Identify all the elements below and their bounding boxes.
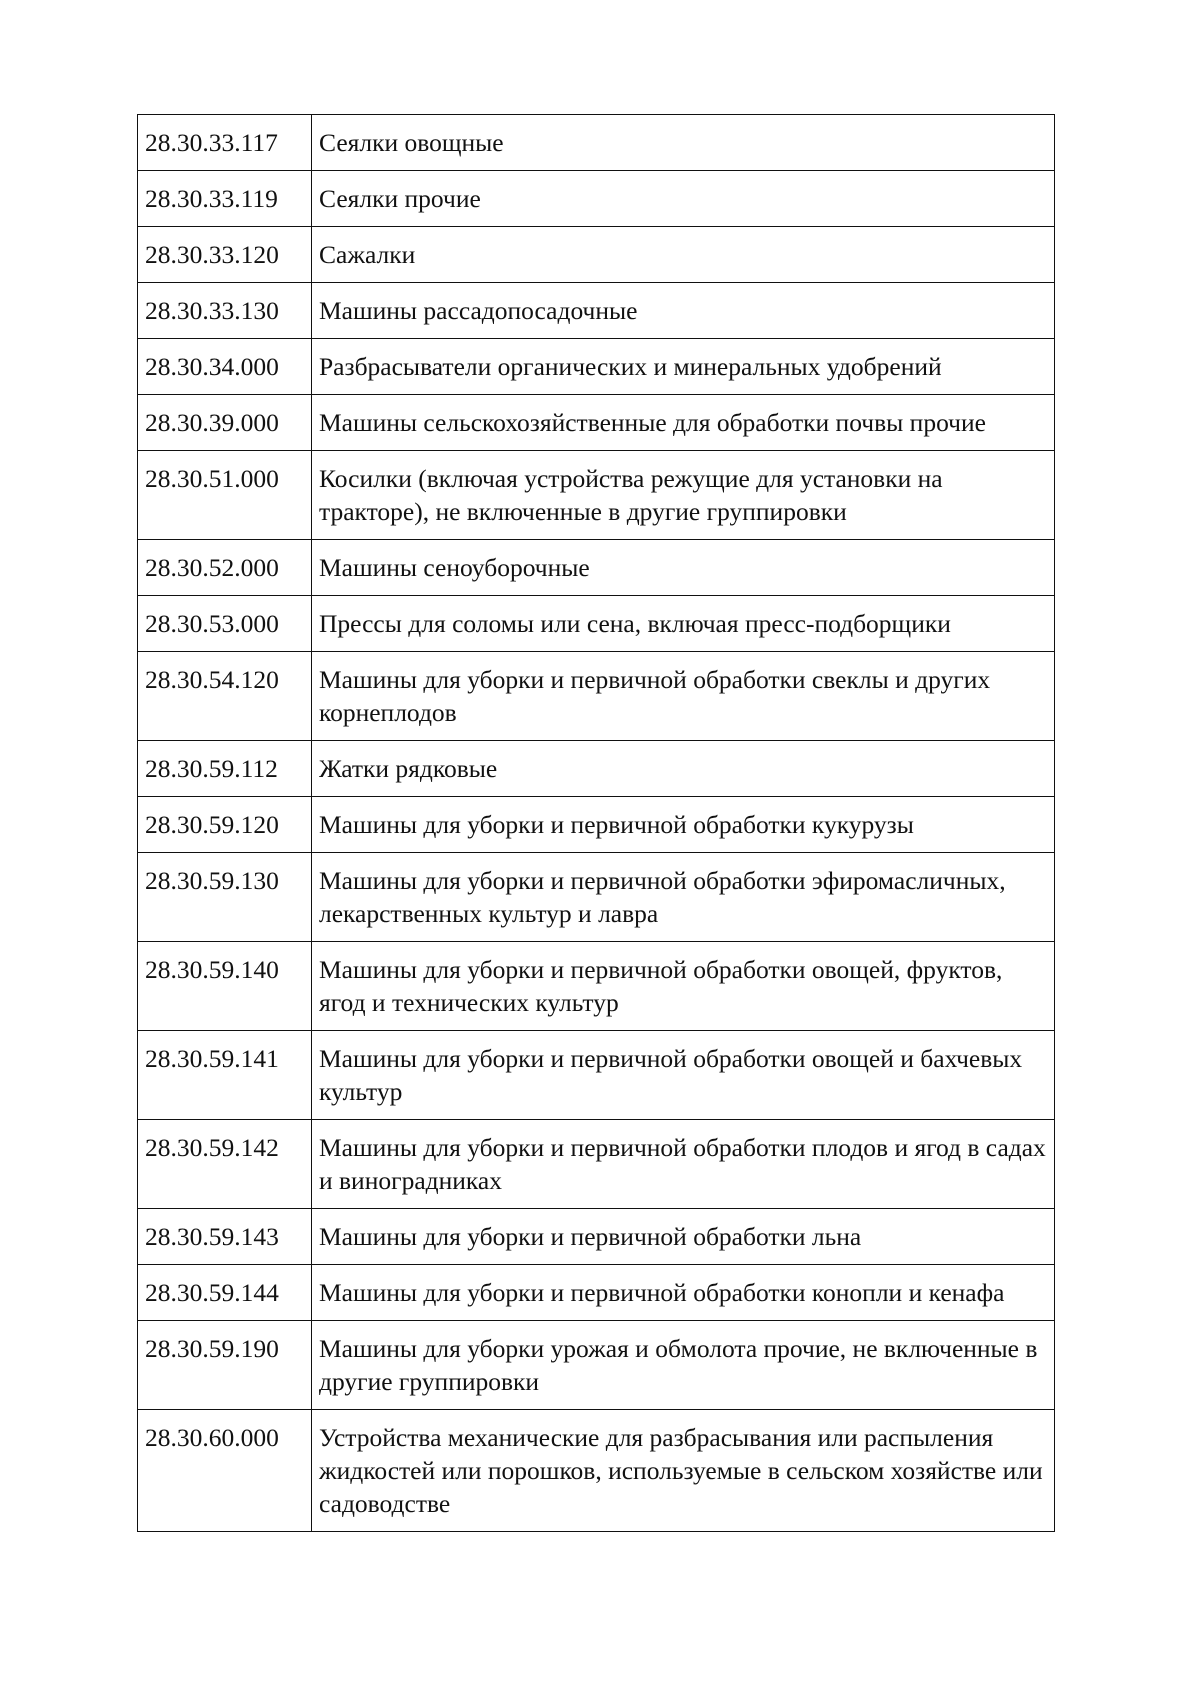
code-cell: 28.30.33.120 <box>138 227 312 283</box>
code-cell: 28.30.54.120 <box>138 652 312 741</box>
code-cell: 28.30.33.119 <box>138 171 312 227</box>
name-cell: Разбрасыватели органических и минеральных удобрений <box>312 339 1055 395</box>
table-body <box>138 115 1055 1532</box>
table-row <box>138 540 1055 596</box>
table-row <box>138 1410 1055 1532</box>
table-row <box>138 741 1055 797</box>
table-row <box>138 1265 1055 1321</box>
name-cell: Машины для уборки и первичной обработки овощей, фруктов, ягод и технических культур <box>312 942 1055 1031</box>
table-row <box>138 115 1055 171</box>
code-cell: 28.30.59.144 <box>138 1265 312 1321</box>
code-cell: 28.30.34.000 <box>138 339 312 395</box>
code-cell: 28.30.59.120 <box>138 797 312 853</box>
name-cell: Косилки (включая устройства режущие для установки на тракторе), не включенные в другие группировки <box>312 451 1055 540</box>
code-cell: 28.30.60.000 <box>138 1410 312 1532</box>
name-cell: Устройства механические для разбрасывания или распыления жидкостей или порошков, используемые в сельском хозяйстве или садоводстве <box>312 1410 1055 1532</box>
name-cell: Машины для уборки и первичной обработки конопли и кенафа <box>312 1265 1055 1321</box>
table-row <box>138 1120 1055 1209</box>
code-cell: 28.30.59.141 <box>138 1031 312 1120</box>
name-cell: Прессы для соломы или сена, включая пресс-подборщики <box>312 596 1055 652</box>
code-cell: 28.30.59.130 <box>138 853 312 942</box>
code-cell: 28.30.33.130 <box>138 283 312 339</box>
table-row <box>138 1321 1055 1410</box>
table-row <box>138 596 1055 652</box>
code-cell: 28.30.52.000 <box>138 540 312 596</box>
table-row <box>138 942 1055 1031</box>
table-row <box>138 451 1055 540</box>
code-cell: 28.30.59.190 <box>138 1321 312 1410</box>
name-cell: Машины сеноуборочные <box>312 540 1055 596</box>
code-cell: 28.30.51.000 <box>138 451 312 540</box>
table-row <box>138 339 1055 395</box>
name-cell: Машины для уборки и первичной обработки свеклы и других корнеплодов <box>312 652 1055 741</box>
table-row <box>138 283 1055 339</box>
table-row <box>138 1031 1055 1120</box>
name-cell: Машины для уборки и первичной обработки овощей и бахчевых культур <box>312 1031 1055 1120</box>
table-row <box>138 171 1055 227</box>
code-cell: 28.30.59.112 <box>138 741 312 797</box>
classification-table <box>137 114 1055 1532</box>
name-cell: Машины для уборки и первичной обработки эфиромасличных, лекарственных культур и лавра <box>312 853 1055 942</box>
name-cell: Машины для уборки и первичной обработки кукурузы <box>312 797 1055 853</box>
table-row <box>138 1209 1055 1265</box>
name-cell: Машины рассадопосадочные <box>312 283 1055 339</box>
name-cell: Машины для уборки и первичной обработки плодов и ягод в садах и виноградниках <box>312 1120 1055 1209</box>
table-row <box>138 652 1055 741</box>
code-cell: 28.30.59.142 <box>138 1120 312 1209</box>
code-cell: 28.30.33.117 <box>138 115 312 171</box>
code-cell: 28.30.53.000 <box>138 596 312 652</box>
name-cell: Сеялки прочие <box>312 171 1055 227</box>
code-cell: 28.30.39.000 <box>138 395 312 451</box>
name-cell: Сажалки <box>312 227 1055 283</box>
name-cell: Машины сельскохозяйственные для обработки почвы прочие <box>312 395 1055 451</box>
code-cell: 28.30.59.143 <box>138 1209 312 1265</box>
table-row <box>138 797 1055 853</box>
name-cell: Жатки рядковые <box>312 741 1055 797</box>
table-row <box>138 395 1055 451</box>
table-row <box>138 853 1055 942</box>
name-cell: Сеялки овощные <box>312 115 1055 171</box>
name-cell: Машины для уборки урожая и обмолота прочие, не включенные в другие группировки <box>312 1321 1055 1410</box>
table-row <box>138 227 1055 283</box>
code-cell: 28.30.59.140 <box>138 942 312 1031</box>
name-cell: Машины для уборки и первичной обработки льна <box>312 1209 1055 1265</box>
